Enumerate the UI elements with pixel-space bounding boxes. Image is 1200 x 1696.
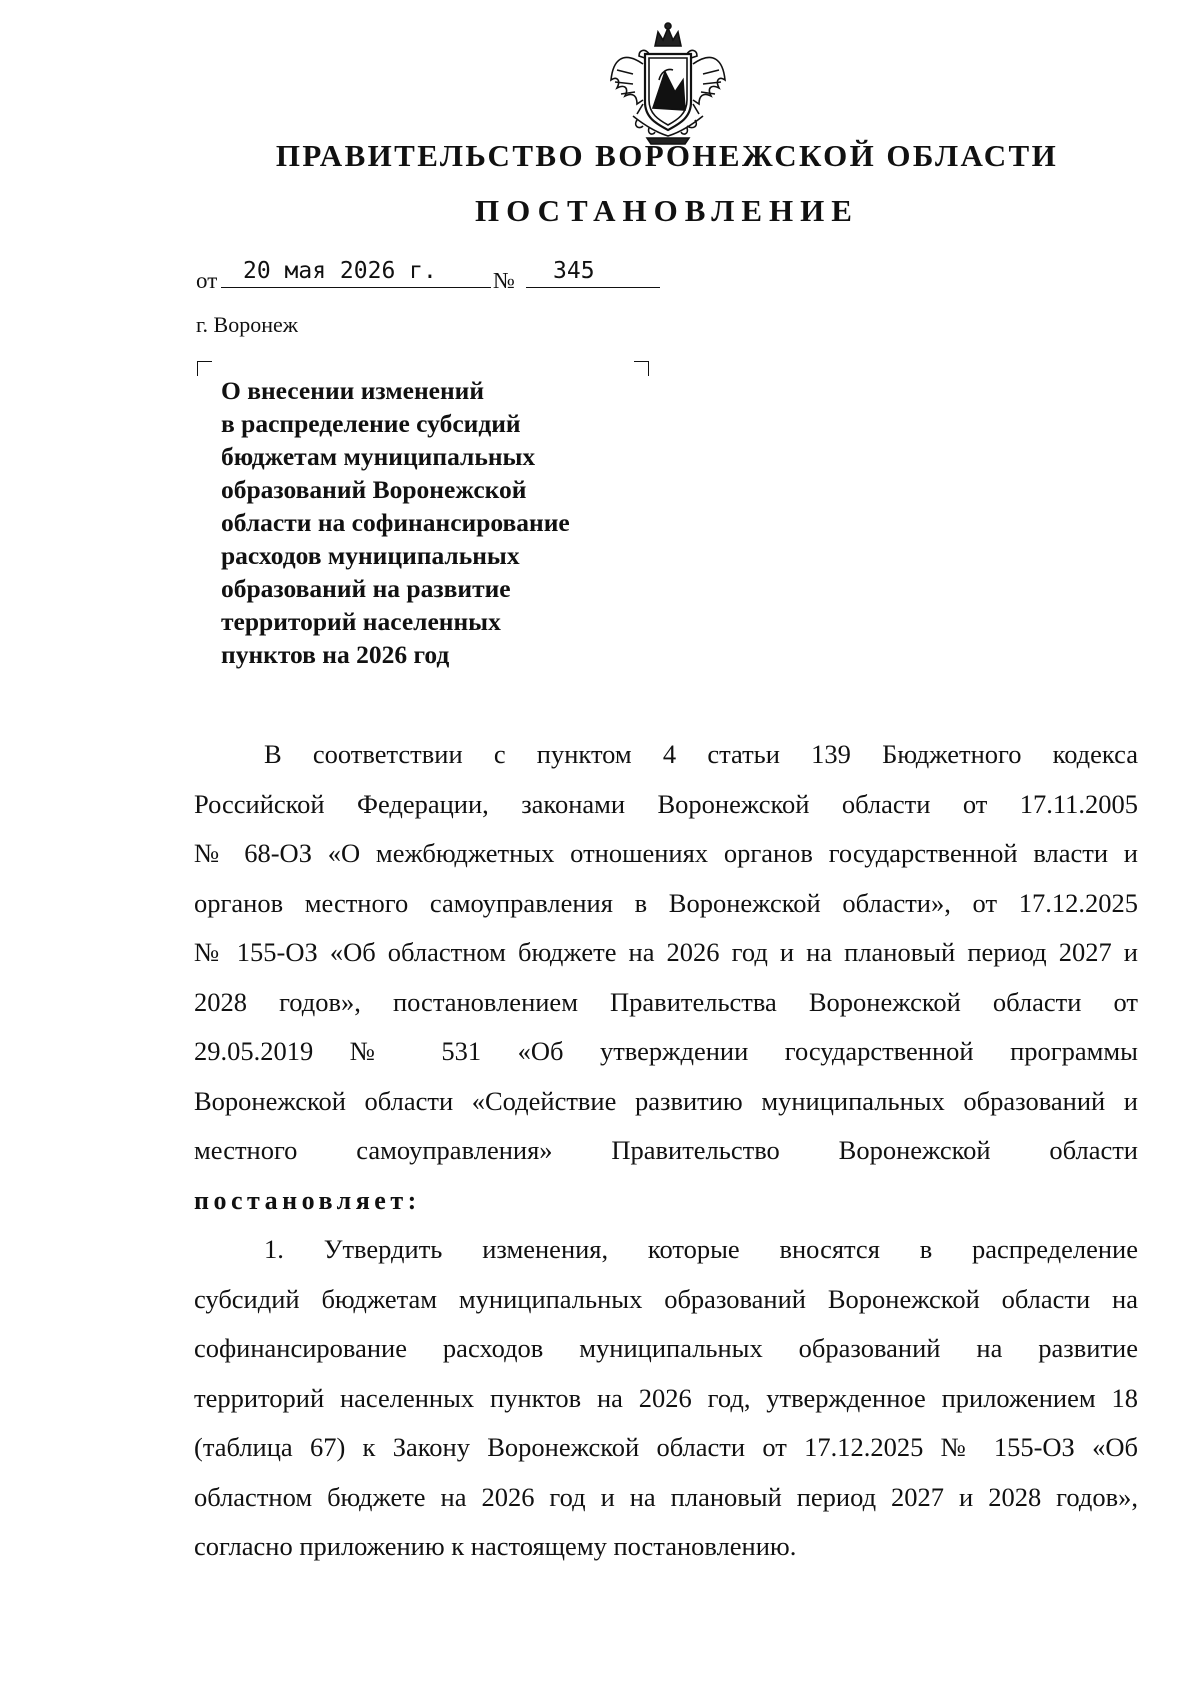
subject-line: образований на развитие [221,574,511,603]
item-line: (таблица 67) к Закону Воронежской области от 17.12.2025 № 155-ОЗ «Об [194,1432,1138,1462]
item-line: территорий населенных пунктов на 2026 год, утвержденное приложением 18 [194,1382,1138,1413]
preamble-line: 2028 годов», постановлением Правительства Воронежской области от [194,986,1138,1017]
number-field: 345 [526,258,660,288]
preamble-line: В соответствии с пунктом 4 статьи 139 Бюджетного кодекса [264,739,1138,769]
subject-line: пунктов на 2026 год [221,640,450,669]
item-line: 1. Утвердить изменения, которые вносятся в распределение [264,1234,1138,1264]
document-subject [221,374,641,671]
subject-corner-left [197,361,212,376]
item-line: софинансирование расходов муниципальных образований на развитие [194,1333,1138,1363]
voronezh-coat-of-arms-icon [603,20,733,148]
date-field: 20 мая 2026 г. [221,258,491,288]
preamble-line: Российской Федерации, законами Воронежской области от 17.11.2005 [194,788,1138,819]
item-line: субсидий бюджетам муниципальных образований Воронежской области на [194,1283,1138,1314]
subject-line: в распределение субсидий [221,409,521,438]
preamble-line: 29.05.2019 № 531 «Об утверждении государственной программы [194,1036,1138,1066]
item-line: областном бюджете на 2026 год и на плановый период 2027 и 2028 годов», [194,1481,1138,1512]
subject-line: области на софинансирование [221,508,570,537]
document-body [194,730,1138,1572]
subject-line: территорий населенных [221,607,501,636]
subject-line: образований Воронежской [221,475,527,504]
preamble-line: органов местного самоуправления в Воронежской области», от 17.12.2025 [194,887,1138,918]
city-label: г. Воронеж [196,312,298,337]
preamble-line: № 155-ОЗ «Об областном бюджете на 2026 год и на плановый период 2027 и [194,937,1138,967]
document-type-title: ПОСТАНОВЛЕНИЕ [475,193,859,228]
subject-line: расходов муниципальных [221,541,520,570]
preamble-line: Воронежской области «Содействие развитию муниципальных образований и [194,1085,1138,1116]
date-label: от [196,268,218,293]
subject-line: бюджетам муниципальных [221,442,536,471]
resolves-word: постановляет: [194,1185,421,1215]
item-line: согласно приложению к настоящему постановлению. [194,1531,797,1561]
organization-title: ПРАВИТЕЛЬСТВО ВОРОНЕЖСКОЙ ОБЛАСТИ [275,138,1059,173]
number-label: № [493,268,515,293]
preamble-line: местного самоуправления» Правительство Воронежской области [194,1135,1138,1165]
preamble-line: № 68-ОЗ «О межбюджетных отношениях органов государственной власти и [194,838,1138,868]
subject-line: О внесении изменений [221,376,485,405]
